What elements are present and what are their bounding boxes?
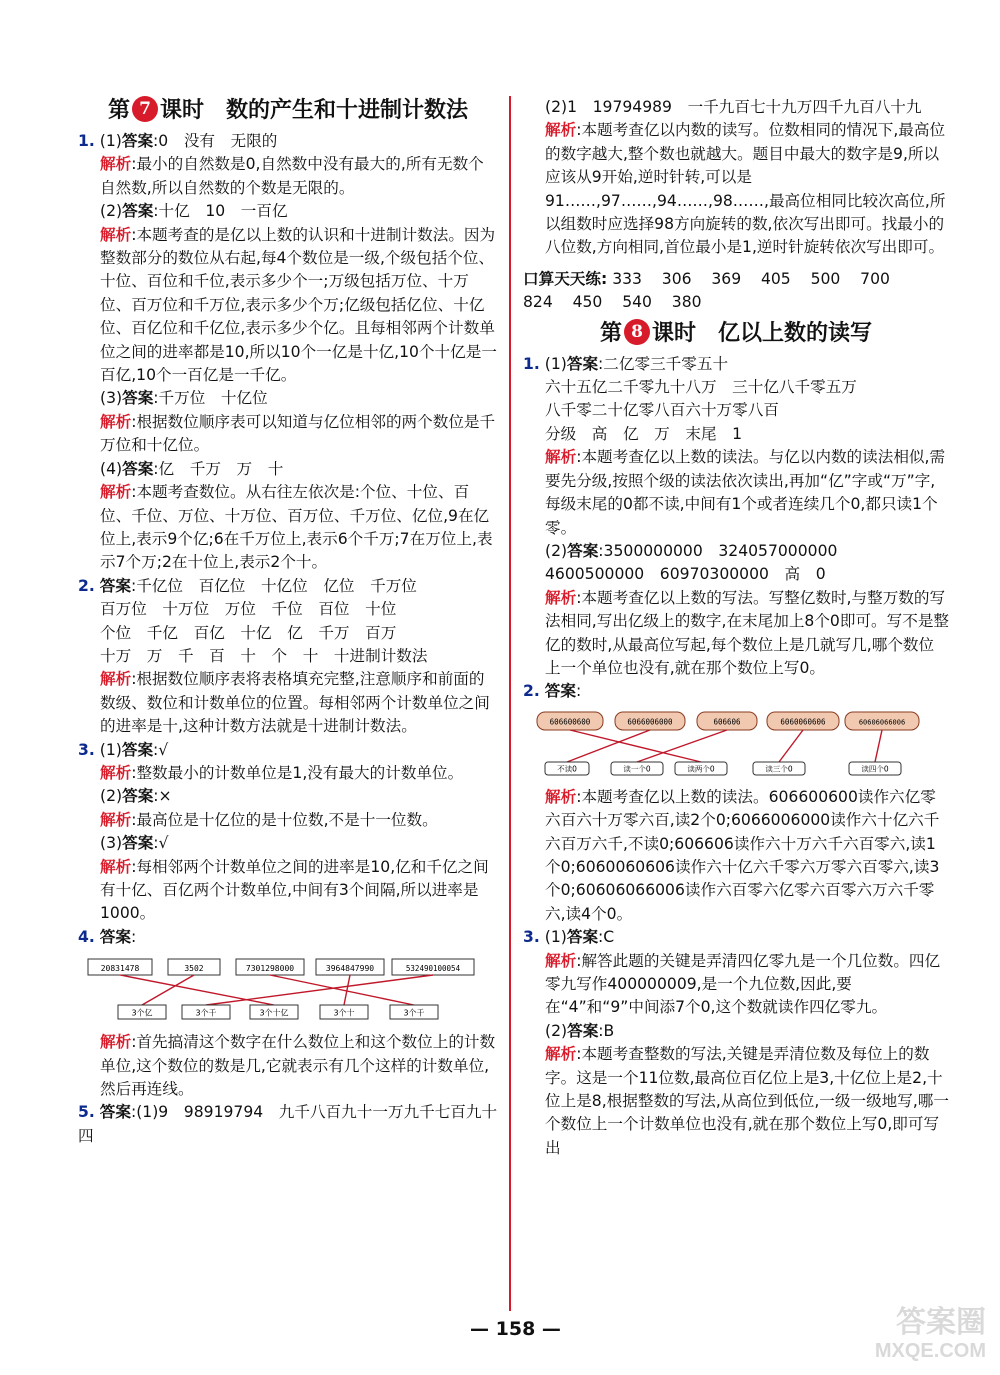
r-q2-bottom-text-1: 不读0 (557, 764, 577, 774)
r-q1-part2-analysis (523, 587, 949, 681)
sub-label: (2) (545, 1021, 568, 1040)
q4-bottom-box-1 (118, 1005, 166, 1019)
question-number: 3. (78, 740, 95, 759)
analysis-label: 解析 (100, 763, 132, 782)
q1-part2-analysis (78, 224, 498, 388)
lesson-prefix: 第 (107, 97, 130, 123)
r-q2-top-text-4: 6060060606 (780, 717, 826, 727)
r-q2-bottom-box-1 (545, 762, 589, 775)
r-q2-bottom-box-2 (611, 762, 663, 775)
q1-part2-answer (78, 200, 498, 223)
answer-text: :√ (153, 834, 169, 853)
sub-label: (1) (99, 740, 122, 759)
r-q1-part2-line-2: 4600500000 60970300000 高 0 (545, 565, 826, 584)
analysis-label: 解析 (100, 412, 132, 431)
q3-part3-answer (78, 832, 498, 855)
q5-part2-answer: (2)1 19794989 一千九百七十九万四千九百八十九 (545, 98, 922, 116)
r-q2-top-box-5 (845, 712, 919, 730)
analysis-text: :根据数位顺序表将表格填充完整,注意顺序和前面的数级、数位和计数单位的位置。每相邻两个计数单位之间的进率是十,这种计数方法就是十进制计数法。 (100, 670, 490, 736)
analysis-label: 解析 (100, 225, 132, 244)
q4-top-text-5: 532490100054 (405, 964, 461, 974)
q4-bottom-text-5: 3个千 (403, 1008, 425, 1018)
answer-text: :二亿零三千零五十 (598, 354, 729, 373)
r-q2-match-lines (567, 730, 882, 762)
r-q2-bottom-boxes (545, 762, 901, 775)
q1-part4-answer (78, 458, 498, 481)
q4-bottom-boxes (118, 1005, 438, 1019)
answer-label: 答案 (99, 927, 131, 946)
r-q3-part2-analysis (523, 1043, 949, 1160)
r-q1-part1-answer (523, 353, 949, 376)
q3-part1-analysis (78, 762, 498, 785)
q4-top-text-3: 7301298000 (245, 964, 295, 974)
r-q1-part1-line-4: 分级 高 亿 万 末尾 1 (545, 424, 743, 443)
analysis-label: 解析 (100, 857, 132, 876)
oral-practice-label: 口算天天练: (523, 269, 608, 288)
r-q2-bottom-text-5: 读四个0 (861, 764, 889, 774)
answer-text: :亿 千万 万 十 (153, 459, 284, 478)
r-q2-bottom-box-5 (849, 762, 901, 775)
analysis-text: :每相邻两个计数单位之间的进率是10,亿和千亿之间有十亿、百亿两个计数单位,中间有3个间隔,所以进率是1000。 (100, 857, 489, 923)
analysis-text: :本题考查数位。从右往左依次是:个位、十位、百位、千位、万位、十万位、百万位、千万位、亿位,9在亿位上,表示9个亿;6在千万位上,表示6个千万;7在万位上,表示7个万;2在十位上,表示2个十。 (100, 483, 493, 572)
watermark-line-2: MXQE.COM (874, 1340, 986, 1362)
oral-value: 540 (622, 293, 652, 312)
q4-analysis (78, 1031, 498, 1101)
q4-bottom-box-2 (182, 1005, 230, 1019)
answer-label: 答案 (122, 787, 154, 806)
q4-matching-diagram (78, 953, 498, 1025)
q4-top-text-2: 3502 (184, 964, 204, 974)
lesson-prefix: 第 (599, 319, 622, 346)
analysis-text: :本题考查亿以上数的读法。与亿以内数的读法相似,需要先分级,按照个级的读法依次读出,再加“亿”字或“万”字,每级末尾的0都不读,中间有1个或者连续几个0,都只读1个零。 (545, 448, 946, 537)
page-number-value: 158 (495, 1318, 536, 1340)
question-number: 2. (523, 682, 540, 701)
r-q2-bottom-box-3 (675, 762, 727, 775)
q4-bottom-box-5 (390, 1005, 438, 1019)
r-q1-part1-analysis (523, 446, 949, 540)
lesson-number-badge: 7 (132, 96, 158, 122)
r-q2-bottom-text-3: 读两个0 (687, 764, 715, 774)
answer-text: :√ (153, 740, 169, 759)
answer-text: :千万位 十亿位 (153, 389, 268, 408)
lesson-suffix: 课时 (651, 319, 696, 346)
question-number: 5. (78, 1103, 95, 1122)
r-q2-matching-svg (523, 708, 923, 780)
answer-label: 答案 (567, 1021, 599, 1040)
lesson-number-badge: 8 (624, 319, 650, 345)
q4-top-box-5 (392, 959, 474, 975)
q4-top-boxes (88, 959, 474, 975)
analysis-text: :本题考查亿以上数的读法。606600600读作六亿零六百六十万零六百,读2个0;6066006000读作六十亿六千六百万六千,不读0;606606读作六十万六千六百零六,读1个0;6060060606读作六十亿六千零六万零六百零六,读3个0;60606066006读作六百零六亿零六百零六万六千零六,读4个0。 (545, 787, 940, 923)
analysis-label: 解析 (100, 155, 132, 174)
answer-label: 答案 (122, 389, 154, 408)
q2-answer-line-2: 百万位 十万位 万位 千位 百位 十位 (100, 600, 397, 619)
q2-answer-line-4: 十万 万 千 百 十 个 十 十进制计数法 (100, 646, 428, 665)
answer-label: 答案 (122, 834, 154, 853)
answer-text: :千亿位 百亿位 十亿位 亿位 千万位 (130, 576, 417, 595)
answer-label: 答案 (122, 202, 154, 221)
watermark-logo (874, 1306, 986, 1365)
analysis-text: :本题考查亿以上数的写法。写整亿数时,与整万数的写法相同,写出亿级上的数字,在末尾加上8个0即可。写不是整亿的数时,从最高位写起,每个数位上是几就写几,哪个数位上一个单位也没有,就在那个数位上写0。 (545, 588, 950, 677)
oral-value: 369 (711, 269, 742, 288)
q2-answer-line-3: 个位 千亿 百亿 十亿 亿 千万 百万 (100, 623, 397, 642)
q4-matching-svg (78, 953, 478, 1025)
r-q2-top-text-1: 606600600 (549, 717, 591, 727)
answer-label: 答案 (544, 682, 576, 701)
q4-bottom-text-4: 3个十 (333, 1008, 355, 1018)
q4-bottom-box-4 (320, 1005, 368, 1019)
q4-bottom-box-3 (250, 1005, 298, 1019)
analysis-label: 解析 (100, 483, 132, 502)
oral-value: 405 (760, 269, 791, 288)
r-q3-part2-answer (523, 1020, 949, 1043)
question-number: 3. (523, 928, 540, 947)
lesson-name: 亿以上数的读写 (718, 319, 873, 346)
question-number: 2. (78, 576, 95, 595)
oral-value: 700 (860, 269, 890, 288)
answer-text: :0 没有 无限的 (153, 132, 278, 150)
q4-top-text-1: 20831478 (100, 964, 140, 974)
q5-answer (78, 1101, 498, 1148)
oral-practice (523, 268, 949, 315)
question-number: 4. (78, 927, 95, 946)
r-q2-top-box-3 (697, 712, 757, 730)
analysis-label: 解析 (545, 1045, 577, 1064)
q2-answer-line-1 (78, 575, 498, 598)
r-q3-part1-answer (523, 926, 949, 949)
analysis-label: 解析 (545, 121, 577, 140)
analysis-text: :最小的自然数是0,自然数中没有最大的,所有无数个自然数,所以自然数的个数是无限的。 (100, 155, 484, 197)
page-number: — 158 — (470, 1318, 561, 1340)
r-q1-part2-answer (523, 540, 949, 563)
analysis-label: 解析 (545, 787, 577, 806)
q3-part3-analysis (78, 856, 498, 926)
answer-label: 答案 (121, 132, 154, 150)
q2-analysis (78, 668, 498, 738)
right-column (523, 96, 949, 1160)
q4-match-lines (120, 975, 433, 1005)
answer-label: 答案 (99, 576, 131, 595)
analysis-label: 解析 (100, 1033, 132, 1052)
analysis-label: 解析 (100, 810, 132, 829)
analysis-text: :本题考查整数的写法,关键是弄清位数及每位上的数字。这是一个11位数,最高位百亿位上是3,十亿位上是2,十位上是8,根据整数的写法,从高位到低位,一级一级地写,哪一个数位上一个计数单位也没有,就在那个数位上写0,即可写出 (545, 1045, 949, 1157)
lesson-suffix: 课时 (159, 97, 204, 123)
q4-bottom-text-2: 3个千 (195, 1008, 217, 1018)
r-q2-bottom-text-4: 读三个0 (765, 764, 793, 774)
q3-part1-answer (78, 739, 498, 762)
q4-bottom-text-3: 3个十亿 (259, 1008, 289, 1018)
oral-value: 306 (661, 269, 692, 288)
q1-part3-analysis (78, 411, 498, 458)
analysis-text: :解答此题的关键是弄清四亿零九是一个几位数。四亿零九写作400000009,是一个九位数,因此,要在“4”和“9”中间添7个0,这个数就读作四亿零九。 (545, 951, 941, 1017)
sub-label: (1) (544, 928, 567, 947)
r-q2-top-text-3: 606606 (713, 717, 741, 727)
analysis-label: 解析 (545, 448, 577, 467)
q1-part1-answer (78, 130, 498, 153)
r-q2-answer: 2. 答案: (523, 682, 582, 701)
answer-text: :(1)9 98919794 九千八百九十一万九千七百九十四 (78, 1103, 498, 1145)
question-number: 1. (523, 354, 540, 373)
analysis-text: :首先搞清这个数字在什么数位上和这个数位上的计数单位,这个数位的数是几,它就表示有几个这样的计数单位,然后再连线。 (100, 1033, 496, 1099)
r-q2-matching-diagram (523, 708, 949, 780)
sub-label: (2) (100, 202, 123, 221)
oral-value: 824 (523, 293, 553, 312)
answer-text: :× (153, 787, 172, 806)
r-q2-analysis (523, 786, 949, 926)
answer-text: :十亿 10 一百亿 (153, 202, 288, 221)
r-q2-top-text-2: 6066006000 (627, 717, 673, 727)
analysis-label: 解析 (545, 951, 577, 970)
r-q1-part1-line-2: 六十五亿二千零九十八万 三十亿八千零五万 (545, 378, 857, 397)
lesson-name: 数的产生和十进制计数法 (226, 97, 469, 123)
answer-text: :3500000000 324057000000 (598, 541, 838, 560)
oral-value: 500 (810, 269, 841, 288)
q3-part2-analysis (78, 809, 498, 832)
q4-top-text-4: 3964847990 (325, 964, 375, 974)
q4-top-box-4 (316, 959, 384, 975)
r-q2-bottom-box-4 (753, 762, 805, 775)
analysis-label: 解析 (100, 670, 132, 689)
sub-label: (3) (100, 389, 123, 408)
oral-value: 380 (671, 293, 702, 312)
analysis-text: :整数最小的计数单位是1,没有最大的计数单位。 (131, 763, 464, 782)
r-q2-top-box-2 (615, 712, 685, 730)
r-q2-top-box-1 (537, 712, 603, 730)
analysis-label: 解析 (545, 588, 577, 607)
analysis-text: :本题考查亿以内数的读写。位数相同的情况下,最高位的数字越大,整个数也就越大。题目中最大的数字是9,所以应该从9开始,逆时针转,可以是91……,97……,94……,98……,最高位相同比较次高位,所以组数时应选择98方向旋转的数,依次写出即可。找最小的八位数,方向相同,首位最小是1,逆时针旋转依次写出即可。 (545, 121, 946, 257)
q4-top-box-3 (236, 959, 304, 975)
answer-label: 答案 (566, 354, 599, 373)
sub-label: (2) (545, 541, 568, 560)
q4-answer: 4. 答案: (78, 927, 137, 946)
lesson-7-title (78, 94, 498, 126)
analysis-text: :最高位是十亿位的是十位数,不是十一位数。 (131, 810, 438, 829)
sub-label: (2) (100, 787, 123, 806)
column-divider (509, 96, 511, 1311)
oral-value: 333 (612, 269, 642, 288)
r-q2-top-text-5: 60606066006 (858, 718, 906, 727)
answer-label: 答案 (99, 1103, 131, 1122)
left-column (78, 92, 498, 1148)
q5-analysis (523, 119, 949, 259)
q1-part3-answer (78, 387, 498, 410)
r-q1-part1-line-3: 八千零二十亿零八百六十万零八百 (545, 401, 779, 420)
sub-label: (1) (99, 132, 122, 150)
sub-label: (4) (100, 459, 123, 478)
q4-bottom-text-1: 3个亿 (131, 1008, 153, 1018)
analysis-text: :根据数位顺序表可以知道与亿位相邻的两个数位是千万位和十亿位。 (100, 412, 496, 455)
q4-top-box-2 (168, 959, 220, 975)
analysis-text: :本题考查的是亿以上数的认识和十进制计数法。因为整数部分的数位从右起,每4个数位是一级,个级包括个位、十位、百位和千位,表示多少个一;万级包括万位、十万位、百万位和千万位,表示多少个万;亿级包括亿位、十亿位、百亿位和千亿位,表示多少个亿。且每相邻两个计数单位之间的进率都是10,所以10个一亿是十亿,10个十亿是一百亿,10个一百亿是一千亿。 (100, 225, 497, 385)
answer-label: 答案 (121, 740, 154, 759)
r-q2-top-boxes (537, 712, 919, 730)
answer-label: 答案 (566, 928, 599, 947)
q1-part4-analysis (78, 481, 498, 575)
answer-text: :B (598, 1021, 615, 1040)
r-q3-part1-analysis (523, 950, 949, 1020)
oral-value: 450 (572, 293, 603, 312)
r-q2-top-box-4 (767, 712, 839, 730)
answer-text: :C (598, 928, 615, 947)
answer-label: 答案 (567, 541, 599, 560)
q1-part1-analysis (78, 153, 498, 200)
answer-label: 答案 (122, 459, 154, 478)
r-q2-bottom-text-2: 读一个0 (623, 764, 651, 774)
lesson-8-title (523, 317, 949, 349)
watermark-line-1: 答案圈 (896, 1306, 986, 1339)
q3-part2-answer (78, 785, 498, 808)
question-number: 1. (78, 132, 95, 150)
sub-label: (1) (544, 354, 567, 373)
sub-label: (3) (100, 834, 123, 853)
q4-top-box-1 (88, 959, 152, 975)
